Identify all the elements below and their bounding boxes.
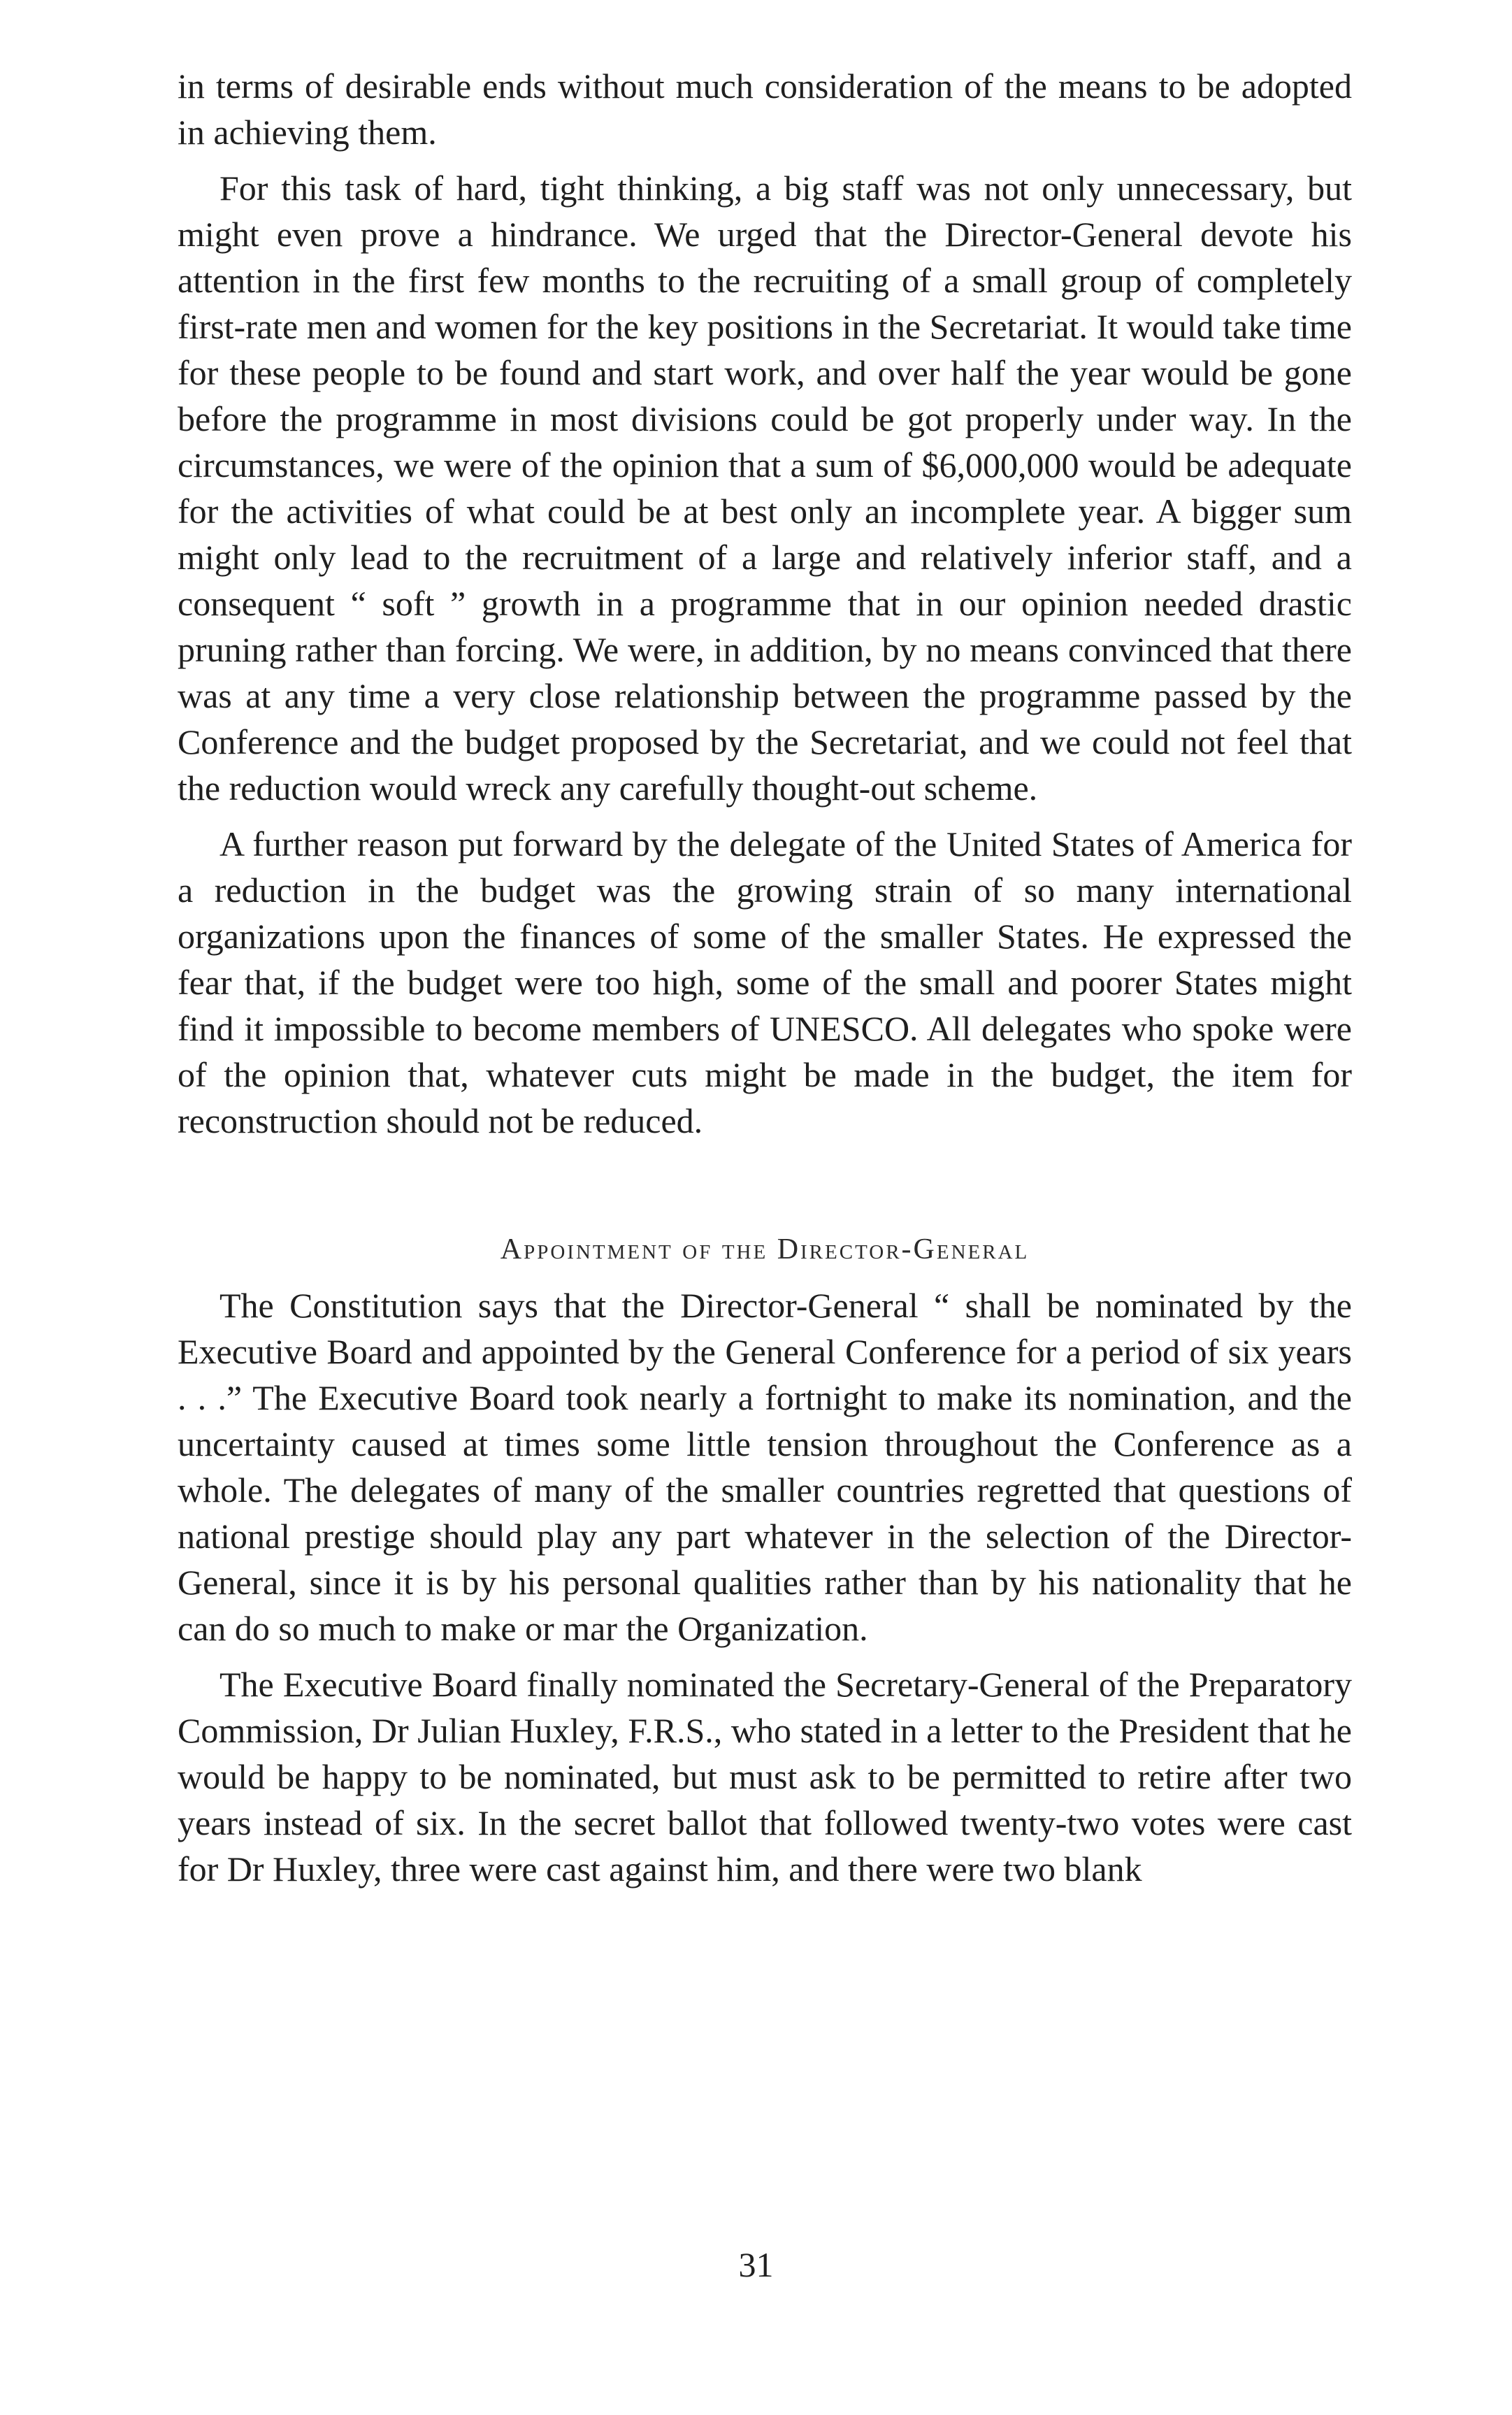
paragraph-hard-thinking: For this task of hard, tight thinking, a big staff was not only unnecessary, but might even prove a hindrance. We urged that the Director-General devote his attention in the first few months to the recruiting of a small group of completely first-rate men and women for the key positions in the Secretariat. It would take time for these people to be found and start work, and over half the year would be gone before the programme in most divisions could be got properly under way. In the circumstances, we were of the opinion that a sum of $6,000,000 would be adequate for the activities of what could be at best only an incomplete year. A bigger sum might only lead to the recruitment of a large and relatively inferior staff, and a consequent “ soft ” growth in a programme that in our opinion needed drastic pruning rather than forcing. We were, in addition, by no means convinced that there was at any time a very close relationship between the programme passed by the Conference and the budget proposed by the Secretariat, and we could not feel that the reduction would wreck any carefully thought-out scheme. — [178, 169, 1352, 808]
paragraph-further-reason: A further reason put forward by the delegate of the United States of America for a reduction in the budget was the growing strain of so many international organizations upon the finances of some of the smaller States. He expressed the fear that, if the budget were too high, some of the small and poorer States might find it impossible to become members of UNESCO. All delegates who spoke were of the opinion that, whatever cuts might be made in the budget, the item for reconstruction should not be reduced. — [178, 824, 1352, 1140]
paragraph-nomination: The Executive Board finally nominated the Secretary-General of the Preparatory Commission, Dr Julian Huxley, F.R.S., who stated in a letter to the President that he would be happy to be nominated, but must ask to be permitted to retire after two years instead of six. In the secret ballot that followed twenty-two votes were cast for Dr Huxley, three were cast against him, and there were two blank — [178, 1665, 1352, 1889]
paragraph-constitution: The Constitution says that the Director-General “ shall be nominated by the Executive Board and appointed by the General Conference for a period of six years . . .” The Executive Board took nearly a fortnight to make its nomination, and the uncertainty caused at times some little tension throughout the Conference as a whole. The delegates of many of the smaller countries regretted that questions of national prestige should play any part whatever in the selection of the Director-General, since it is by his personal qualities rather than by his nationality that he can do so much to make or mar the Organization. — [178, 1286, 1352, 1648]
paragraph-continuation: in terms of desirable ends without much consideration of the means to be adopted in achieving them. — [178, 66, 1352, 152]
section-heading: Appointment of the Director-General — [500, 1233, 1030, 1266]
page-number: 31 — [738, 2245, 774, 2284]
page-body — [178, 63, 1352, 1892]
